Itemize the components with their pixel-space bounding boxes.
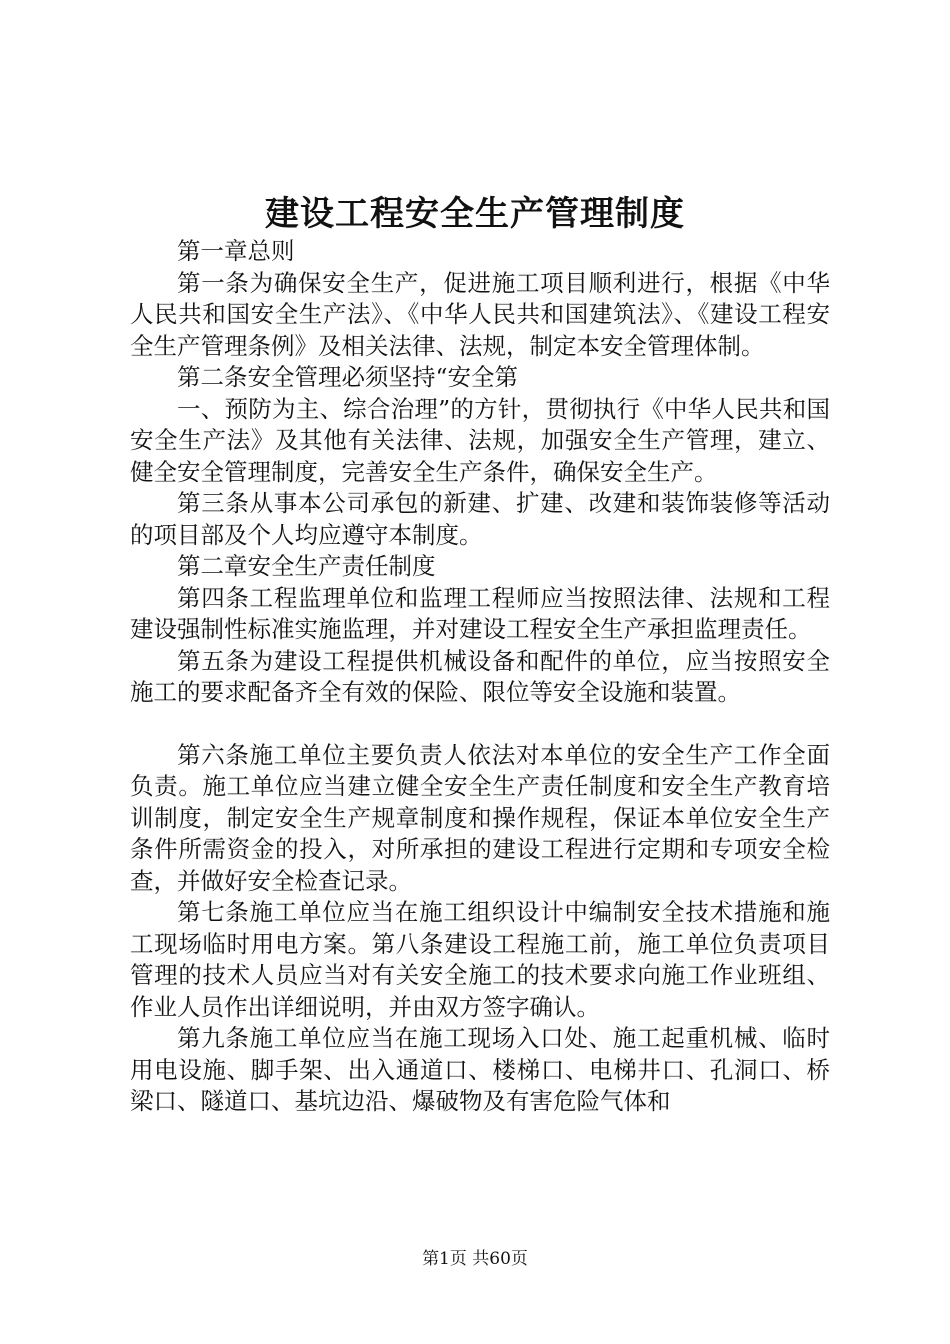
paragraph: 第六条施工单位主要负责人依法对本单位的安全生产工作全面负责。施工单位应当建立健全安全生产责任制度和安全生产教育培训制度，制定安全生产规章制度和操作规程，保证本单位安全生产条件所需资金的投入，对所承担的建设工程进行定期和专项安全检查，并做好安全检查记录。 [130, 740, 830, 895]
page-footer: 第1页 共60页 [422, 1249, 528, 1269]
paragraph: 第四条工程监理单位和监理工程师应当按照法律、法规和工程建设强制性标准实施监理，并对建设工程安全生产承担监理责任。 [130, 583, 830, 643]
paragraph: 第九条施工单位应当在施工现场入口处、施工起重机械、临时用电设施、脚手架、出入通道口、楼梯口、电梯井口、孔洞口、桥梁口、隧道口、基坑边沿、爆破物及有害危险气体和 [130, 1024, 830, 1115]
paragraph: 第五条为建设工程提供机械设备和配件的单位，应当按照安全施工的要求配备齐全有效的保险、限位等安全设施和装置。 [130, 646, 830, 706]
chapter-heading: 第一章总则 [177, 237, 295, 265]
paragraph: 一、预防为主、综合治理”的方针，贯彻执行《中华人民共和国安全生产法》及其他有关法律、法规，加强安全生产管理，建立、健全安全管理制度，完善安全生产条件，确保安全生产。 [130, 394, 830, 486]
document-body [130, 236, 830, 1118]
paragraph: 第二条安全管理必须坚持“安全第 [177, 363, 519, 391]
chapter-heading: 第二章安全生产责任制度 [177, 552, 436, 580]
paragraph: 第一条为确保安全生产，促进施工项目顺利进行，根据《中华人民共和国安全生产法》、《中华人民共和国建筑法》、《建设工程安全生产管理条例》及相关法律、法规，制定本安全管理体制。 [130, 268, 830, 360]
document-title: 建设工程安全生产管理制度 [265, 194, 685, 234]
paragraph: 第三条从事本公司承包的新建、扩建、改建和装饰装修等活动的项目部及个人均应遵守本制度。 [130, 489, 830, 549]
paragraph: 第七条施工单位应当在施工组织设计中编制安全技术措施和施工现场临时用电方案。第八条建设工程施工前，施工单位负责项目管理的技术人员应当对有关安全施工的技术要求向施工作业班组、作业人员作出详细说明，并由双方签字确认。 [130, 898, 830, 1021]
